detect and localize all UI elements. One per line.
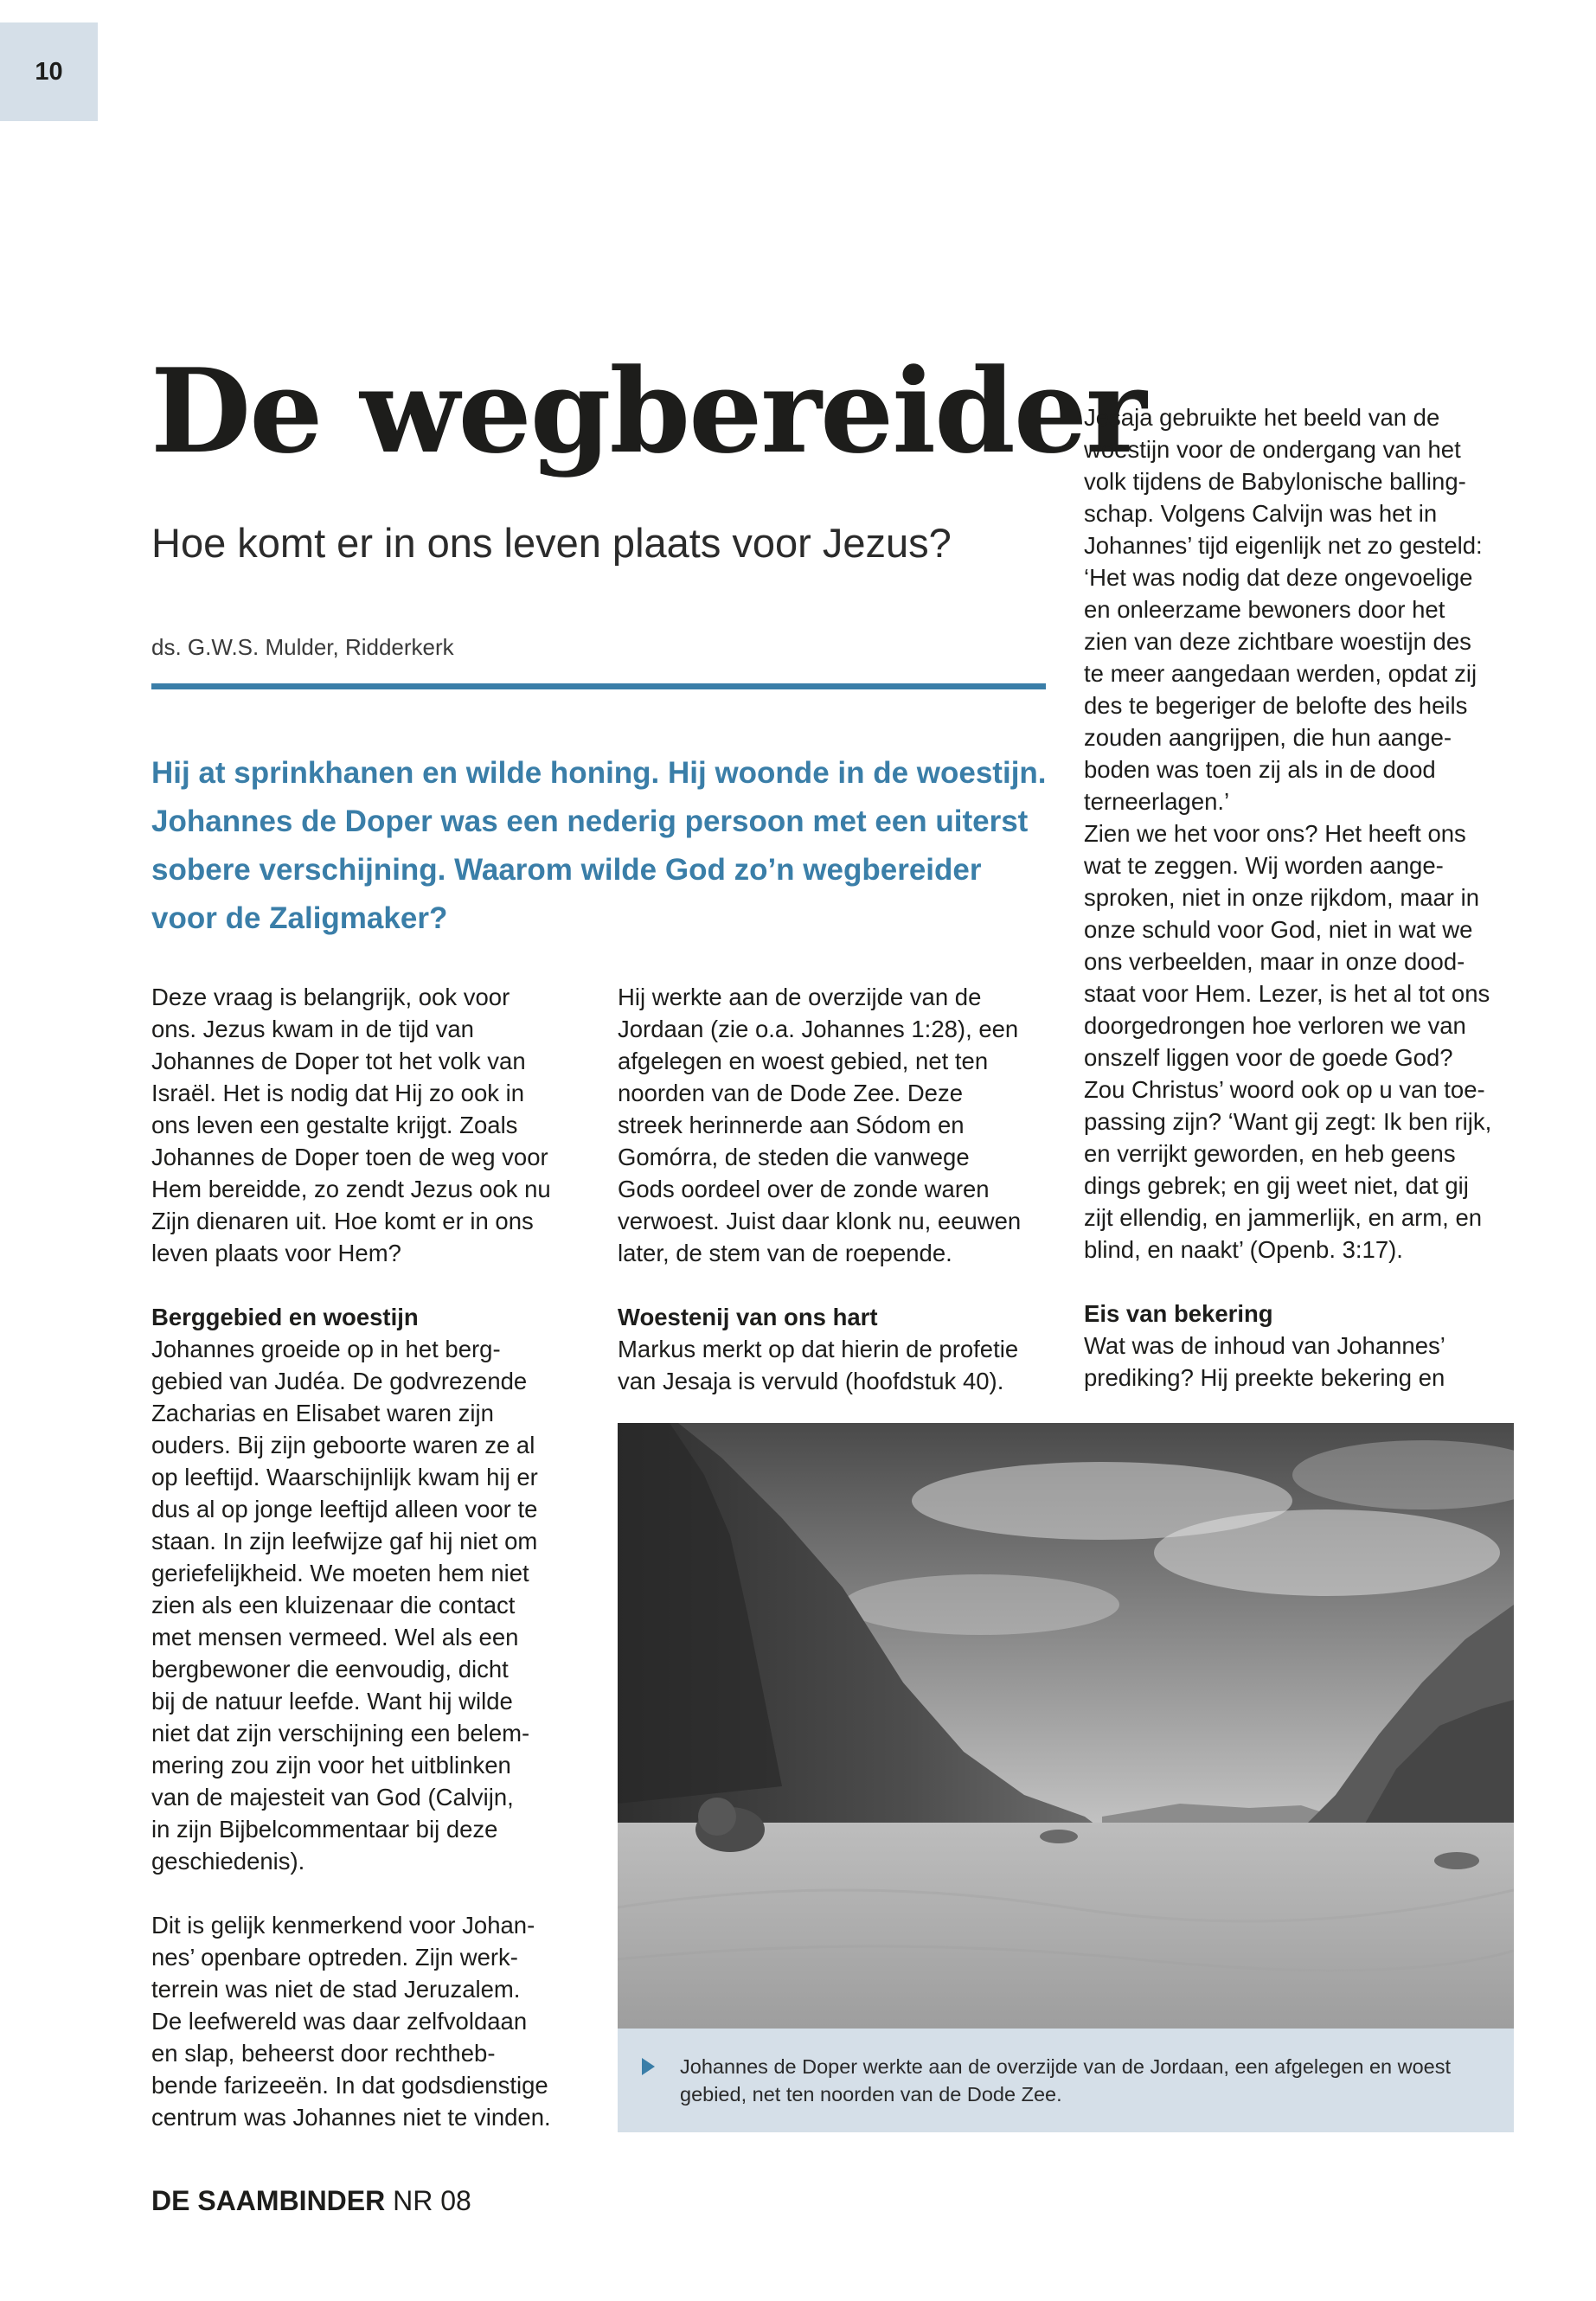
desert-photo <box>618 1423 1514 2029</box>
article-subtitle: Hoe komt er in ons leven plaats voor Jezus? <box>151 520 952 566</box>
lead-paragraph: Hij at sprinkhanen en wilde honing. Hij woonde in de woestijn. Johannes de Doper was een nederig persoon met een uiterst sobere verschijning. Waarom wilde God zo’n wegbereider voor de Zaligmaker? <box>151 756 1047 935</box>
article-title: De wegbereider <box>151 343 1145 479</box>
section-heading-bekering: Eis van bekering <box>1084 1300 1273 1327</box>
magazine-footer <box>151 2185 471 2217</box>
author-byline: ds. G.W.S. Mulder, Ridderkerk <box>151 634 454 660</box>
issue-number: NR 08 <box>393 2185 471 2216</box>
column-2 <box>618 981 1067 1397</box>
column-3 <box>1084 401 1534 1394</box>
column-2-body: Markus merkt op dat hierin de profetie van Jesaja is vervuld (hoofdstuk 40). <box>618 1336 1019 1394</box>
column-2-intro: Hij werkte aan de overzijde van de Jordaan (zie o.a. Johannes 1:28), een afgelegen en woest gebied, net ten noorden van de Dode Zee. Deze streek herinnerde aan Sódom en Gomórra, de steden die vanwege Gods oordeel over de zonde waren verwoest. Juist daar klonk nu, eeuwen later, de stem van de roepende. <box>618 984 1022 1266</box>
column-1-body-2: Dit is gelijk kenmerkend voor Johan- nes’ openbare optreden. Zijn werk- terrein was niet de stad Jeruzalem. De leefwereld was daar zelfvoldaan en slap, beheerst door rechtheb- bende farizeeën. In dat godsdienstige centrum was Johannes niet te vinden. <box>151 1912 551 2131</box>
photo-caption-box <box>618 2029 1514 2132</box>
column-1-intro: Deze vraag is belangrijk, ook voor ons. Jezus kwam in de tijd van Johannes de Doper tot het volk van Israël. Het is nodig dat Hij zo ook in ons leven een gestalte krijgt. Zoals Johannes de Doper toen de weg voor Hem bereidde, zo zendt Jezus ook nu Zijn dienaren uit. Hoe komt er in ons leven plaats voor Hem? <box>151 984 551 1266</box>
column-1 <box>151 981 601 2133</box>
section-heading-woestenij: Woestenij van ons hart <box>618 1304 878 1330</box>
caption-arrow-icon <box>642 2058 655 2075</box>
desert-landscape-image <box>618 1423 1514 2029</box>
section-heading-berggebied: Berggebied en woestijn <box>151 1304 419 1330</box>
page-number: 10 <box>0 22 98 121</box>
magazine-name: DE SAAMBINDER <box>151 2185 386 2216</box>
column-3-body: Jesaja gebruikte het beeld van de woestijn voor de ondergang van het volk tijdens de Babylonische balling- schap. Volgens Calvijn was het in Johannes’ tijd eigenlijk net zo gesteld: ‘Het was nodig dat deze ongevoelige en onleerzame bewoners door het zien van deze zichtbare woestijn des te meer aangedaan werden, opdat zij des te begeriger de belofte des heils zouden aangrijpen, die hun aange- boden was toen zij als in de dood terneerlagen.’ Zien we het voor ons? Het heeft ons wat te zeggen. Wij worden aange- sproken, niet in onze rijkdom, maar in onze schuld voor God, niet in wat we ons verbeelden, maar in onze dood- staat voor Hem. Lezer, is het al tot ons doorgedrongen hoe verloren we van onszelf liggen voor de goede God? Zou Christus’ woord ook op u van toe- passing zijn? ‘Want gij zegt: Ik ben rijk, en verrijkt geworden, en heb geens dings gebrek; en gij weet niet, dat gij zijt ellendig, en jammerlijk, en arm, en blind, en naakt’ (Openb. 3:17). <box>1084 404 1492 1263</box>
photo-caption: Johannes de Doper werkte aan de overzijde van de Jordaan, een afgelegen en woest gebied, net ten noorden van de Dode Zee. <box>680 2055 1452 2106</box>
column-1-body: Johannes groeide op in het berg- gebied van Judéa. De godvrezende Zacharias en Elisabet waren zijn ouders. Bij zijn geboorte waren ze al op leeftijd. Waarschijnlijk kwam hij er dus al op jonge leeftijd alleen voor te staan. In zijn leefwijze gaf hij niet om geriefelijkheid. We moeten hem niet zien als een kluizenaar die contact met mensen vermeed. Wel als een bergbewoner die eenvoudig, dicht bij de natuur leefde. Want hij wilde niet dat zijn verschijning een belem- mering zou zijn voor het uitblinken van de majesteit van God (Calvijn, in zijn Bijbelcommentaar bij deze geschiedenis). <box>151 1336 538 1875</box>
title-divider <box>151 683 1046 689</box>
column-3-body-2: Wat was de inhoud van Johannes’ prediking? Hij preekte bekering en <box>1084 1332 1445 1391</box>
